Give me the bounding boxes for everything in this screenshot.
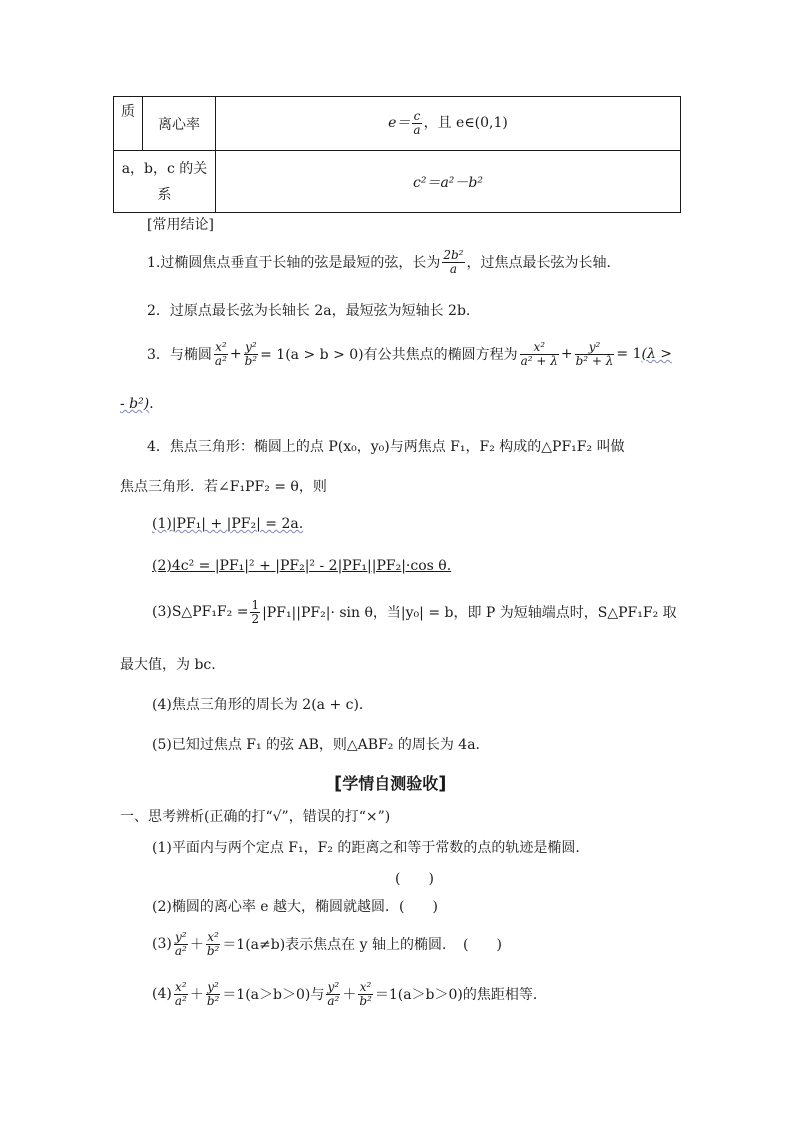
table-cell-eccentricity-formula [216, 97, 681, 151]
plus-sign: ＋ [189, 987, 204, 1003]
item1-post: ，过焦点最长弦为长轴． [466, 255, 621, 271]
abc-label-line2: 系 [157, 186, 172, 203]
part1-heading: 一、思考辨析(正确的打“√”，错误的打“×”) [120, 809, 391, 825]
conclusion-item-4-line2: 焦点三角形．若∠F₁PF₂ = θ，则 [120, 479, 327, 495]
frac-denominator: a² [174, 943, 187, 958]
question-3 [152, 922, 502, 966]
q4-mid: ＝1(a＞b＞0)与 [222, 987, 325, 1003]
frac-numerator: x² [359, 979, 372, 994]
table-cell-abc-formula [216, 151, 681, 213]
eccentricity-label: 离心率 [158, 116, 200, 133]
fraction-2b2-over-a [442, 249, 464, 275]
q4-pre: (4) [152, 986, 172, 1002]
item3-lambda-condition: (λ > [641, 346, 673, 362]
frac-denominator: a² [174, 993, 187, 1008]
conclusion-item-3-continued [120, 393, 163, 413]
conclusion-item-2: 2．过原点最长弦为长轴长 2a，最短弦为短轴长 2b. [147, 303, 471, 319]
q3-pre: (3) [152, 936, 172, 952]
item3-lambda-condition-end: - b²) [120, 396, 150, 412]
sub-item-2 [152, 558, 451, 574]
fraction-y2-over-b2-lambda [575, 341, 615, 367]
frac-numerator: 2b² [443, 247, 464, 262]
frac-numerator: x² [175, 979, 187, 994]
item1-pre: 1.过椭圆焦点垂直于长轴的弦是最短的弦，长为 [147, 255, 441, 271]
item3-eq: = 1 [616, 346, 642, 362]
right-bracket-icon: ] [438, 773, 447, 794]
frac-numerator: y² [327, 979, 340, 994]
frac-denominator: b² [206, 993, 220, 1008]
sub-item-5: (5)已知过焦点 F₁ 的弦 AB，则△ABF₂ 的周长为 4a. [152, 737, 481, 753]
table-row [114, 151, 681, 213]
frac-denominator: b² [244, 353, 258, 368]
frac-denominator: b² [359, 993, 372, 1008]
question-1-answer-paren: ( ) [395, 871, 434, 887]
frac-denominator: b² + λ [575, 353, 614, 368]
question-2: (2)椭圆的离心率 e 越大，椭圆就越圆．( ) [152, 899, 438, 915]
frac-denominator: a [413, 123, 421, 137]
fraction-y2-over-b2 [244, 341, 259, 367]
sub-item-4: (4)焦点三角形的周长为 2(a + c)． [152, 697, 373, 713]
section-title [334, 771, 446, 794]
frac-denominator: a [449, 261, 457, 276]
eccentricity-formula-post: ，且 e∈(0,1) [423, 115, 508, 132]
eccentricity-formula-pre: e＝ [388, 115, 411, 132]
frac-numerator: y² [175, 929, 187, 944]
conclusions-heading: [常用结论] [147, 217, 214, 233]
sub-item-3-line2: 最大值，为 bc. [120, 657, 216, 673]
fraction-y2-over-b2 [206, 981, 221, 1007]
abc-label-line1: a，b，c 的关 [121, 160, 208, 177]
fraction-x2-over-a2-lambda [520, 341, 559, 367]
abc-formula: c²＝a²－b² [413, 174, 483, 191]
category-label: 质 [121, 104, 135, 120]
frac-numerator: x² [207, 929, 219, 944]
properties-table [113, 96, 681, 213]
plus-sign: + [229, 346, 242, 362]
fraction-y2-over-a2 [326, 981, 340, 1007]
frac-numerator: y² [575, 341, 615, 355]
question-4 [152, 970, 537, 1018]
sub-item-3 [152, 590, 677, 634]
table-cell-eccentricity-label [143, 97, 216, 151]
frac-denominator: a² [214, 353, 227, 368]
q3-post: ＝1(a≠b)表示焦点在 y 轴上的椭圆． ( ) [222, 937, 502, 953]
item3-pre: 3．与椭圆 [147, 347, 212, 363]
frac-denominator: a² + λ [520, 353, 558, 368]
sub3-pre: (3)S△PF₁F₂ = [152, 604, 249, 620]
conclusion-item-1 [147, 240, 621, 284]
sub2-text: (2)4c² = |PF₁|² + |PF₂|² - 2|PF₁||PF₂|·cos θ. [152, 558, 452, 574]
frac-numerator: x² [520, 341, 559, 355]
sub-item-1 [152, 516, 303, 532]
table-row [114, 97, 681, 151]
table-cell-abc-label [114, 151, 216, 213]
fraction-x2-over-a2 [214, 341, 228, 367]
frac-denominator: 2 [251, 611, 260, 626]
plus-sign: ＋ [189, 937, 204, 953]
fraction-x2-over-a2 [174, 981, 188, 1007]
frac-numerator: c [413, 109, 421, 124]
conclusion-item-4-line1: 4．焦点三角形：椭圆上的点 P(x₀，y₀)与两焦点 F₁，F₂ 构成的△PF₁F₂ 叫做 [147, 439, 625, 455]
frac-numerator: x² [215, 339, 227, 354]
left-bracket-icon: [ [334, 773, 343, 794]
table-cell-category [114, 97, 143, 151]
fraction-y2-over-a2 [174, 931, 188, 957]
frac-denominator: a² [327, 993, 340, 1008]
plus-sign: ＋ [342, 987, 357, 1003]
q4-post: ＝1(a＞b＞0)的焦距相等. [374, 987, 538, 1003]
fraction-one-half [250, 599, 260, 625]
item3-period: ． [149, 396, 164, 412]
frac-denominator: b² [206, 943, 220, 958]
frac-numerator: 1 [251, 597, 260, 612]
fraction-x2-over-b2 [206, 931, 221, 957]
sub3-post: |PF₁||PF₂|· sin θ，当|y₀| = b，即 P 为短轴端点时，S△PF₁F₂ 取 [262, 605, 677, 621]
frac-numerator: y² [207, 979, 219, 994]
fraction-c-over-a [412, 110, 421, 136]
frac-numerator: y² [245, 339, 257, 354]
question-1: (1)平面内与两个定点 F₁，F₂ 的距离之和等于常数的点的轨迹是椭圆. [152, 840, 580, 856]
item3-mid: = 1(a > b > 0)有公共焦点的椭圆方程为 [260, 347, 518, 363]
section-title-text: 学情自测验收 [342, 774, 439, 793]
sub1-text: (1)|PF₁| + |PF₂| = 2a. [152, 516, 304, 532]
fraction-x2-over-b2 [358, 981, 373, 1007]
conclusion-item-3: 3．与椭圆 $\frac{\text{x²}}{\text{a²}}$ + $\frac{\text{y²}}{\text{b²}}$ = 1(a > b > 0)有公共焦点的椭圆方程为 $\frac{\text{x²}}{\text{a² + λ}}$ + $\frac{\text{y²}}{\text{b² + λ}}$ = 1 (λ > [147, 339, 673, 368]
